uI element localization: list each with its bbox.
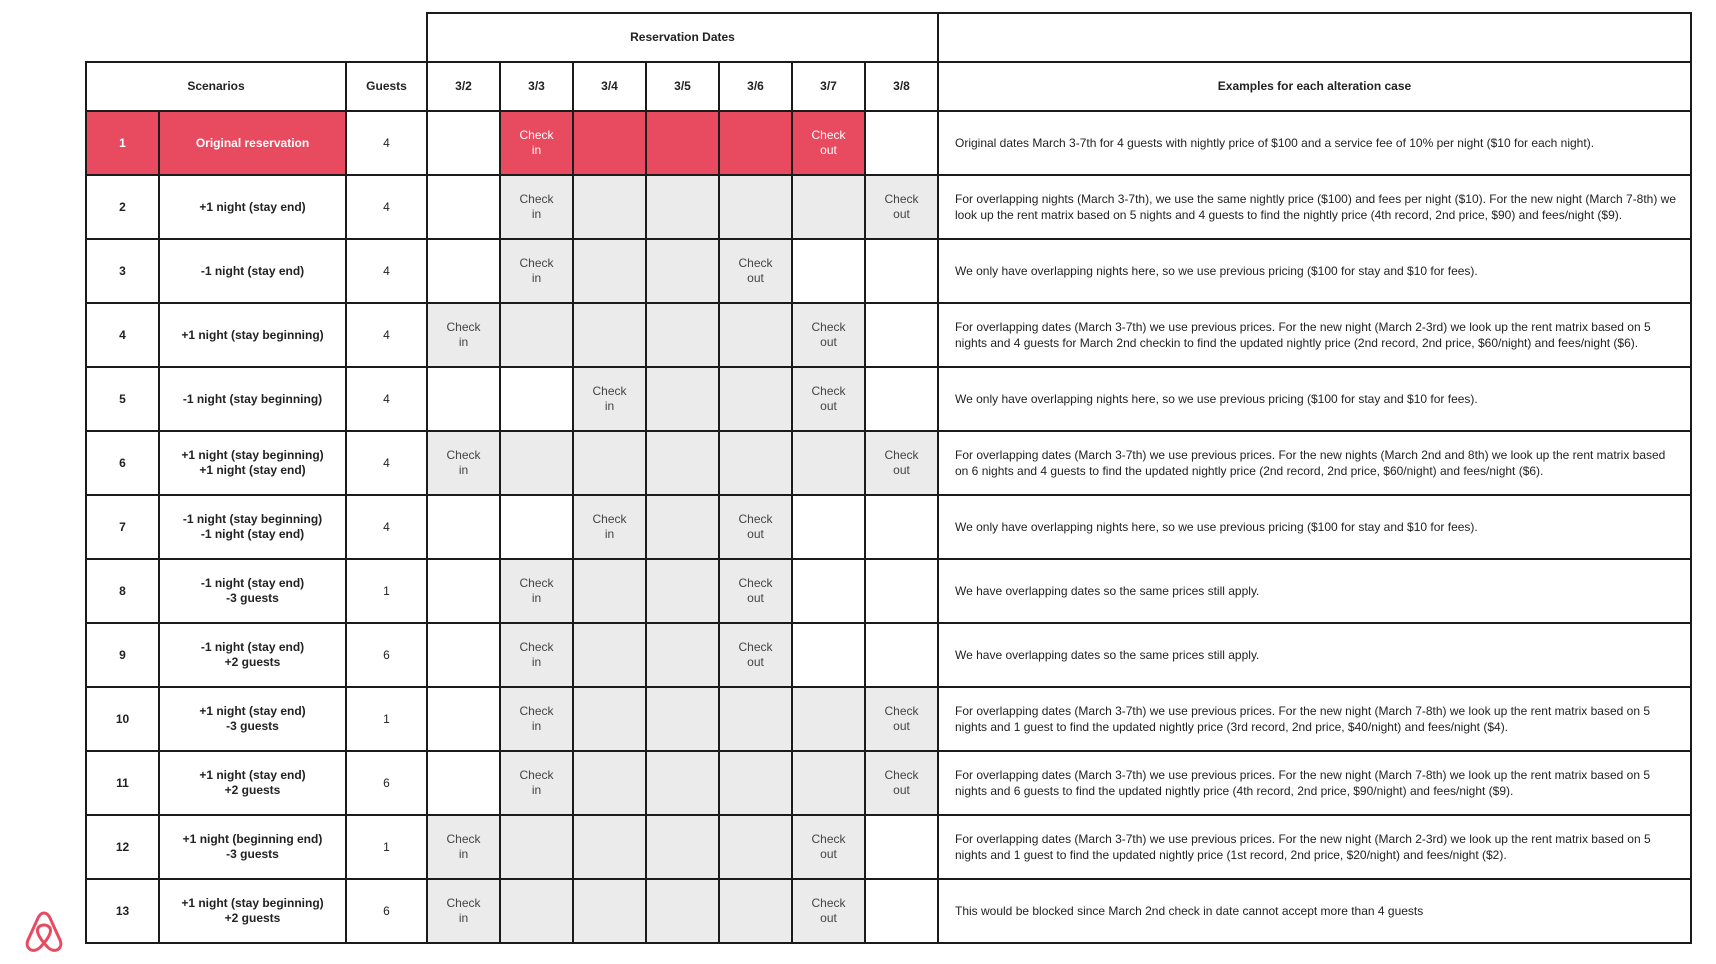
guest-count-text: 4 bbox=[383, 263, 390, 278]
scenario-number bbox=[86, 367, 159, 431]
scenario-name-text: -1 night (stay beginning) bbox=[182, 391, 323, 406]
guest-count-text: 6 bbox=[383, 775, 390, 790]
scenario-number-text: 11 bbox=[116, 775, 129, 790]
check-out-cell-text: Check out bbox=[884, 448, 919, 477]
guest-count-text: 1 bbox=[383, 583, 390, 598]
check-out-cell-text: Check out bbox=[811, 832, 846, 861]
check-in-cell bbox=[427, 431, 500, 495]
scenario-number-text: 10 bbox=[115, 711, 130, 726]
example-description bbox=[938, 623, 1691, 687]
table-row bbox=[86, 367, 1691, 431]
stay-night-cell bbox=[500, 303, 573, 367]
scenarios-header: Scenarios bbox=[86, 62, 346, 111]
example-description bbox=[938, 815, 1691, 879]
check-in-cell-text: Check in bbox=[519, 192, 554, 221]
scenario-number-text: 9 bbox=[119, 647, 126, 662]
scenario-number-text: 8 bbox=[119, 583, 126, 598]
empty-date-cell bbox=[427, 559, 500, 623]
scenario-name-text: -1 night (stay beginning) -1 night (stay end) bbox=[182, 512, 323, 541]
check-out-cell-text: Check out bbox=[884, 768, 919, 797]
check-out-cell bbox=[792, 879, 865, 943]
check-in-cell bbox=[500, 175, 573, 239]
scenario-number bbox=[86, 303, 159, 367]
stay-night-cell bbox=[573, 879, 646, 943]
check-out-cell bbox=[792, 815, 865, 879]
check-in-cell-text: Check in bbox=[592, 512, 627, 541]
stay-night-cell bbox=[792, 751, 865, 815]
check-in-cell bbox=[573, 367, 646, 431]
scenario-name-text: +1 night (stay end) +2 guests bbox=[199, 768, 306, 797]
check-in-cell bbox=[500, 687, 573, 751]
scenario-number-text: 12 bbox=[115, 839, 130, 854]
scenario-number-text: 6 bbox=[119, 455, 126, 470]
date-header: 3/2 bbox=[427, 62, 500, 111]
check-out-cell-text: Check out bbox=[738, 640, 773, 669]
guest-count bbox=[346, 239, 427, 303]
scenario-number bbox=[86, 687, 159, 751]
check-in-cell bbox=[500, 239, 573, 303]
empty-date-cell bbox=[865, 367, 938, 431]
stay-night-cell bbox=[646, 751, 719, 815]
empty-date-cell bbox=[427, 367, 500, 431]
scenario-name-text: +1 night (beginning end) -3 guests bbox=[182, 832, 323, 861]
stay-night-cell bbox=[500, 431, 573, 495]
scenario-number bbox=[86, 879, 159, 943]
scenario-name-text: +1 night (stay beginning) +1 night (stay end) bbox=[181, 448, 324, 477]
example-description-text: We only have overlapping nights here, so we use previous pricing ($100 for stay and $10 for fees). bbox=[955, 264, 1478, 278]
check-in-cell bbox=[427, 303, 500, 367]
check-out-cell bbox=[792, 367, 865, 431]
guest-count-text: 6 bbox=[383, 647, 390, 662]
stay-night-cell bbox=[646, 623, 719, 687]
table-row bbox=[86, 687, 1691, 751]
example-description-text: For overlapping dates (March 3-7th) we use previous prices. For the new night (March 2-3rd) we look up the rent matrix based on 5 nights and 4 guests for March 2nd checkin to find the updated nightly price (2nd record, 2nd price, $60/night) and fees/night ($6). bbox=[955, 320, 1651, 350]
check-out-cell bbox=[719, 239, 792, 303]
empty-date-cell bbox=[792, 239, 865, 303]
airbnb-logo-icon bbox=[24, 910, 64, 954]
empty-date-cell bbox=[865, 815, 938, 879]
check-out-cell-text: Check out bbox=[738, 512, 773, 541]
scenario-name bbox=[159, 239, 346, 303]
scenario-number bbox=[86, 495, 159, 559]
table-row bbox=[86, 623, 1691, 687]
check-out-cell-text: Check out bbox=[811, 320, 846, 349]
stay-night-cell bbox=[646, 559, 719, 623]
empty-date-cell bbox=[865, 303, 938, 367]
date-header: 3/5 bbox=[646, 62, 719, 111]
check-out-cell-text: Check out bbox=[811, 128, 846, 157]
guest-count-text: 4 bbox=[383, 455, 390, 470]
check-out-cell bbox=[719, 495, 792, 559]
scenario-rows bbox=[86, 111, 1691, 943]
empty-date-cell bbox=[427, 239, 500, 303]
table-row bbox=[86, 303, 1691, 367]
stay-night-cell bbox=[646, 495, 719, 559]
guest-count bbox=[346, 303, 427, 367]
guest-count bbox=[346, 879, 427, 943]
stay-night-cell bbox=[573, 303, 646, 367]
table-row bbox=[86, 175, 1691, 239]
scenario-name bbox=[159, 111, 346, 175]
check-out-cell bbox=[865, 751, 938, 815]
scenario-number bbox=[86, 175, 159, 239]
empty-date-cell bbox=[427, 495, 500, 559]
check-in-cell-text: Check in bbox=[446, 832, 481, 861]
scenario-number bbox=[86, 431, 159, 495]
scenario-name bbox=[159, 495, 346, 559]
empty-date-cell bbox=[865, 623, 938, 687]
scenario-name bbox=[159, 559, 346, 623]
stay-night-cell bbox=[719, 751, 792, 815]
scenario-number-text: 7 bbox=[119, 519, 126, 534]
table-row bbox=[86, 879, 1691, 943]
stay-night-cell bbox=[646, 175, 719, 239]
example-description bbox=[938, 431, 1691, 495]
date-header: 3/4 bbox=[573, 62, 646, 111]
empty-date-cell bbox=[427, 687, 500, 751]
check-out-cell-text: Check out bbox=[884, 192, 919, 221]
scenario-name-text: +1 night (stay beginning) +2 guests bbox=[181, 896, 324, 925]
check-in-cell-text: Check in bbox=[446, 896, 481, 925]
check-out-cell-text: Check out bbox=[884, 704, 919, 733]
stay-night-cell bbox=[792, 687, 865, 751]
stay-night-cell bbox=[573, 815, 646, 879]
alteration-scenarios-table bbox=[85, 12, 1692, 944]
table-row bbox=[86, 815, 1691, 879]
scenario-number bbox=[86, 815, 159, 879]
scenario-name-text: -1 night (stay end) -3 guests bbox=[200, 576, 305, 605]
check-out-cell-text: Check out bbox=[811, 896, 846, 925]
example-description bbox=[938, 303, 1691, 367]
guest-count-text: 4 bbox=[383, 391, 390, 406]
stay-night-cell bbox=[573, 623, 646, 687]
scenario-name bbox=[159, 751, 346, 815]
example-description-text: For overlapping dates (March 3-7th) we use previous prices. For the new nights (March 2nd and 8th) we look up the rent matrix based on 6 nights and 4 guests to find the updated nightly price (2nd record, 2nd price, $60/night) and fees/night ($6). bbox=[955, 448, 1666, 478]
stay-night-cell bbox=[719, 431, 792, 495]
stay-night-cell bbox=[646, 687, 719, 751]
stay-night-cell bbox=[646, 303, 719, 367]
table-row bbox=[86, 495, 1691, 559]
scenario-number bbox=[86, 751, 159, 815]
scenario-name-text: -1 night (stay end) bbox=[200, 263, 305, 278]
scenario-number bbox=[86, 111, 159, 175]
example-description bbox=[938, 879, 1691, 943]
guests-header: Guests bbox=[346, 62, 427, 111]
check-out-cell-text: Check out bbox=[738, 256, 773, 285]
date-header: 3/7 bbox=[792, 62, 865, 111]
example-description bbox=[938, 559, 1691, 623]
example-description bbox=[938, 687, 1691, 751]
scenario-name-text: -1 night (stay end) +2 guests bbox=[200, 640, 305, 669]
stay-night-cell bbox=[500, 815, 573, 879]
original-reservation-row bbox=[86, 111, 1691, 175]
empty-date-cell bbox=[500, 367, 573, 431]
stay-night-cell bbox=[646, 431, 719, 495]
example-description bbox=[938, 175, 1691, 239]
stay-night-cell bbox=[573, 559, 646, 623]
example-description-text: We have overlapping dates so the same prices still apply. bbox=[955, 584, 1260, 598]
scenario-name-text: +1 night (stay end) bbox=[199, 199, 306, 214]
empty-date-cell bbox=[792, 495, 865, 559]
guest-count-text: 4 bbox=[383, 199, 390, 214]
example-description-text: For overlapping nights (March 3-7th), we use the same nightly price ($100) and fees per night ($10). For the new night (March 7-8th) we look up the rent matrix based on 5 nights and 4 guests to find the nightly price (4th record, 2nd price, $90) and fees/night ($9). bbox=[955, 192, 1677, 222]
check-in-cell-text: Check in bbox=[519, 704, 554, 733]
scenario-number bbox=[86, 623, 159, 687]
stay-night-cell bbox=[792, 175, 865, 239]
empty-date-cell bbox=[427, 623, 500, 687]
examples-header: Examples for each alteration case bbox=[938, 62, 1691, 111]
check-in-cell-text: Check in bbox=[592, 384, 627, 413]
stay-night-cell bbox=[719, 815, 792, 879]
check-in-cell bbox=[500, 623, 573, 687]
guest-count bbox=[346, 367, 427, 431]
stay-night-cell bbox=[719, 367, 792, 431]
example-description-text: This would be blocked since March 2nd check in date cannot accept more than 4 guests bbox=[955, 904, 1424, 918]
table-row bbox=[86, 751, 1691, 815]
scenario-number-text: 1 bbox=[119, 135, 126, 150]
scenario-name bbox=[159, 687, 346, 751]
scenario-name-text: Original reservation bbox=[195, 135, 310, 150]
stay-night-cell bbox=[646, 879, 719, 943]
check-in-cell bbox=[500, 559, 573, 623]
scenario-name-text: +1 night (stay beginning) bbox=[181, 327, 324, 342]
example-description-text: Original dates March 3-7th for 4 guests with nightly price of $100 and a service fee of 10% per night ($10 for each night). bbox=[955, 136, 1595, 150]
reservation-dates-header: Reservation Dates bbox=[427, 13, 938, 62]
check-out-cell bbox=[865, 431, 938, 495]
stay-night-cell bbox=[646, 367, 719, 431]
check-in-cell-text: Check in bbox=[519, 768, 554, 797]
stay-night-cell bbox=[573, 175, 646, 239]
scenario-number-text: 4 bbox=[119, 327, 126, 342]
scenario-number-text: 13 bbox=[115, 903, 130, 918]
example-description-text: For overlapping dates (March 3-7th) we use previous prices. For the new night (March 7-8th) we look up the rent matrix based on 5 nights and 6 guests to find the updated nightly price (4th record, 2nd price, $90/night) and fees/night ($9). bbox=[955, 768, 1650, 798]
check-in-cell bbox=[500, 751, 573, 815]
check-out-cell bbox=[865, 175, 938, 239]
guest-count bbox=[346, 751, 427, 815]
scenario-name bbox=[159, 879, 346, 943]
stay-night-cell bbox=[646, 111, 719, 175]
table-row bbox=[86, 239, 1691, 303]
check-out-cell-text: Check out bbox=[811, 384, 846, 413]
example-description-text: For overlapping dates (March 3-7th) we use previous prices. For the new night (March 7-8th) we look up the rent matrix based on 5 nights and 1 guest to find the updated nightly price (3rd record, 2nd price, $40/night) and fees/night ($4). bbox=[955, 704, 1650, 734]
check-in-cell-text: Check in bbox=[519, 640, 554, 669]
guest-count-text: 1 bbox=[383, 711, 390, 726]
stay-night-cell bbox=[719, 111, 792, 175]
guest-count bbox=[346, 815, 427, 879]
table-row bbox=[86, 559, 1691, 623]
check-out-cell bbox=[792, 111, 865, 175]
date-header: 3/8 bbox=[865, 62, 938, 111]
example-description-text: We have overlapping dates so the same prices still apply. bbox=[955, 648, 1260, 662]
guest-count-text: 4 bbox=[383, 519, 390, 534]
empty-date-cell bbox=[792, 559, 865, 623]
scenario-number-text: 3 bbox=[119, 263, 126, 278]
check-out-cell bbox=[792, 303, 865, 367]
check-in-cell bbox=[500, 111, 573, 175]
example-description-text: For overlapping dates (March 3-7th) we use previous prices. For the new night (March 2-3rd) we look up the rent matrix based on 5 nights and 1 guest to find the updated nightly price (1st record, 2nd price, $20/night) and fees/night ($2). bbox=[955, 832, 1651, 862]
scenario-number bbox=[86, 239, 159, 303]
example-description bbox=[938, 111, 1691, 175]
example-description bbox=[938, 495, 1691, 559]
guest-count bbox=[346, 495, 427, 559]
guest-count bbox=[346, 687, 427, 751]
stay-night-cell bbox=[719, 175, 792, 239]
example-description bbox=[938, 239, 1691, 303]
stay-night-cell bbox=[500, 879, 573, 943]
guest-count bbox=[346, 175, 427, 239]
scenario-name bbox=[159, 175, 346, 239]
guest-count bbox=[346, 623, 427, 687]
scenario-number-text: 2 bbox=[119, 199, 126, 214]
check-out-cell bbox=[719, 559, 792, 623]
header-corner bbox=[86, 13, 427, 62]
empty-date-cell bbox=[427, 175, 500, 239]
empty-date-cell bbox=[865, 495, 938, 559]
stay-night-cell bbox=[792, 431, 865, 495]
stay-night-cell bbox=[646, 815, 719, 879]
stay-night-cell bbox=[573, 687, 646, 751]
guest-count-text: 6 bbox=[383, 903, 390, 918]
check-in-cell-text: Check in bbox=[519, 256, 554, 285]
guest-count-text: 4 bbox=[383, 327, 390, 342]
examples-header-top bbox=[938, 13, 1691, 62]
check-in-cell-text: Check in bbox=[446, 320, 481, 349]
check-in-cell-text: Check in bbox=[519, 576, 554, 605]
guest-count-text: 1 bbox=[383, 839, 390, 854]
stay-night-cell bbox=[573, 751, 646, 815]
check-in-cell-text: Check in bbox=[446, 448, 481, 477]
stay-night-cell bbox=[719, 687, 792, 751]
check-out-cell-text: Check out bbox=[738, 576, 773, 605]
example-description bbox=[938, 751, 1691, 815]
stay-night-cell bbox=[646, 239, 719, 303]
check-out-cell bbox=[865, 687, 938, 751]
scenario-name bbox=[159, 623, 346, 687]
scenario-name bbox=[159, 815, 346, 879]
empty-date-cell bbox=[500, 495, 573, 559]
check-in-cell-text: Check in bbox=[519, 128, 554, 157]
example-description-text: We only have overlapping nights here, so we use previous pricing ($100 for stay and $10 for fees). bbox=[955, 392, 1478, 406]
empty-date-cell bbox=[792, 623, 865, 687]
stay-night-cell bbox=[719, 879, 792, 943]
guest-count bbox=[346, 431, 427, 495]
check-out-cell bbox=[719, 623, 792, 687]
scenario-name bbox=[159, 303, 346, 367]
stay-night-cell bbox=[573, 111, 646, 175]
guest-count-text: 4 bbox=[383, 135, 390, 150]
date-header: 3/6 bbox=[719, 62, 792, 111]
empty-date-cell bbox=[865, 239, 938, 303]
empty-date-cell bbox=[865, 111, 938, 175]
example-description-text: We only have overlapping nights here, so we use previous pricing ($100 for stay and $10 for fees). bbox=[955, 520, 1478, 534]
date-header: 3/3 bbox=[500, 62, 573, 111]
check-in-cell bbox=[427, 815, 500, 879]
scenario-name-text: +1 night (stay end) -3 guests bbox=[199, 704, 306, 733]
empty-date-cell bbox=[427, 111, 500, 175]
empty-date-cell bbox=[865, 879, 938, 943]
scenario-number bbox=[86, 559, 159, 623]
stay-night-cell bbox=[573, 239, 646, 303]
table-row bbox=[86, 431, 1691, 495]
check-in-cell bbox=[573, 495, 646, 559]
scenario-number-text: 5 bbox=[119, 391, 126, 406]
check-in-cell bbox=[427, 879, 500, 943]
guest-count bbox=[346, 559, 427, 623]
stay-night-cell bbox=[573, 431, 646, 495]
scenario-name bbox=[159, 431, 346, 495]
empty-date-cell bbox=[865, 559, 938, 623]
guest-count bbox=[346, 111, 427, 175]
example-description bbox=[938, 367, 1691, 431]
stay-night-cell bbox=[719, 303, 792, 367]
scenario-name bbox=[159, 367, 346, 431]
empty-date-cell bbox=[427, 751, 500, 815]
